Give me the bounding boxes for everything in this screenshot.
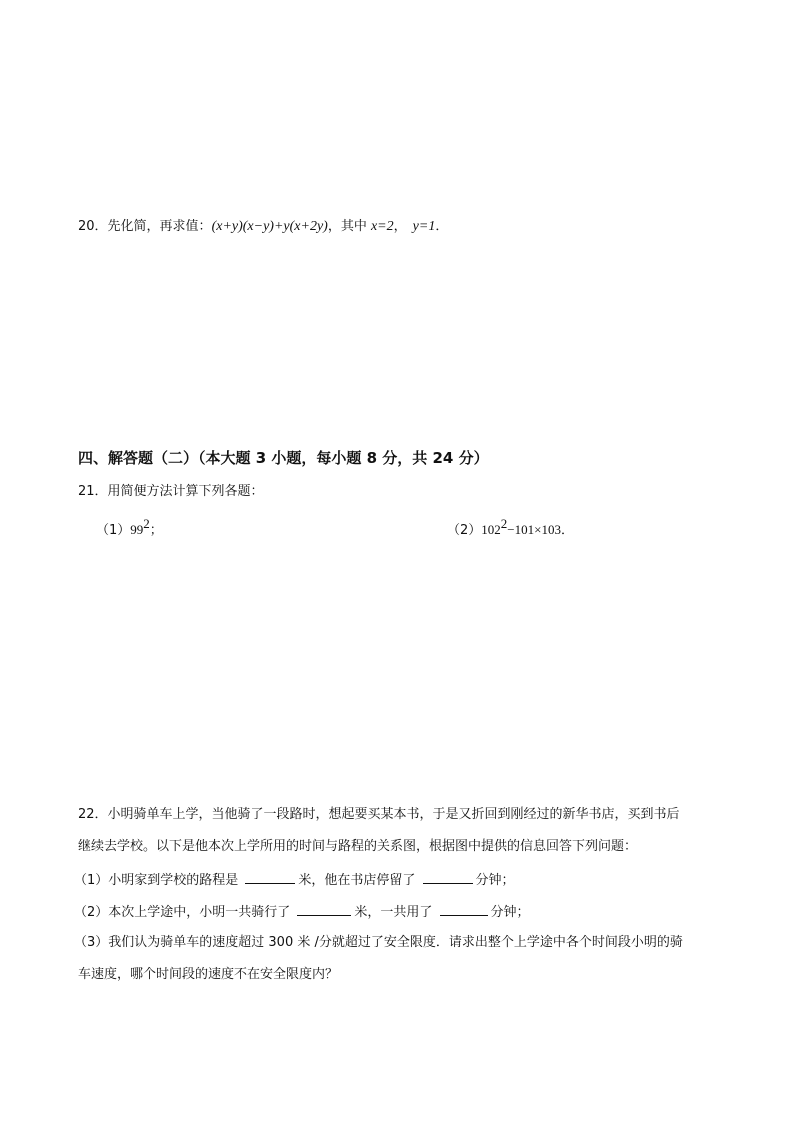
question-20-middle: ，其中 [327,219,371,234]
question-21-part-2-label: （2） [447,523,482,538]
question-22-line-2: 继续去学校。以下是他本次上学所用的时间与路程的关系图，根据图中提供的信息回答下列问题： [78,839,638,854]
question-20-prefix: 先化简，再求值： [107,219,212,234]
question-22-part-2-b: 米，一共用了 [354,905,437,920]
question-22-part-1-b: 米，他在书店停留了 [298,873,420,888]
question-21-part-2-base: 102 [481,522,501,537]
answer-blank-total-time[interactable] [440,901,488,916]
question-21-text: 用简便方法计算下列各题： [107,484,264,499]
question-20-separator: ， [393,219,407,234]
question-21 [78,482,264,502]
question-21-part-2-end: ． [560,523,574,538]
question-21-part-2-exponent: 2 [500,516,508,531]
question-20-expression: (x+y)(x−y)+y(x+2y) [211,219,328,234]
question-22-part-3-line-2: 车速度，哪个时间段的速度不在安全限度内？ [78,967,339,982]
question-22-part-3-line-1: （3）我们认为骑单车的速度超过 300 米 /分就超过了安全限度．请求出整个上学途中各个时间段小明的骑 [74,935,683,950]
question-21-part-2 [447,514,574,541]
question-22-part-1 [74,869,515,891]
question-20 [78,217,448,237]
question-22-part-2-c: 分钟； [490,905,530,920]
section-4-title: 四、解答题（二）（本大题 3 小题，每小题 8 分，共 24 分） [78,449,489,467]
question-20-end: ． [435,219,449,234]
question-21-part-1 [96,514,163,541]
question-21-part-2-rest: −101×103 [507,522,561,537]
question-22-line-1: 22．小明骑单车上学，当他骑了一段路时，想起要买某本书，于是又折回到刚经过的新华书店，买到书后 [78,807,680,822]
answer-blank-distance[interactable] [245,869,295,884]
question-22-part-1-c: 分钟； [475,873,515,888]
question-20-number: 20． [78,219,108,234]
question-22-part-2-a: （2）本次上学途中，小明一共骑行了 [74,905,295,920]
question-21-part-1-exponent: 2 [143,516,150,531]
question-22-part-1-a: （1）小明家到学校的路程是 [74,873,243,888]
question-20-condition-y: y=1 [412,219,436,234]
question-21-part-1-base: 99 [130,522,144,537]
question-22-part-2 [74,901,530,923]
question-21-part-1-label: （1） [96,523,131,538]
answer-blank-total-distance[interactable] [297,901,351,916]
question-20-condition-x: x=2 [370,219,394,234]
answer-blank-stay-time[interactable] [423,869,473,884]
question-21-number: 21． [78,484,108,499]
question-21-part-1-end: ； [149,523,163,538]
